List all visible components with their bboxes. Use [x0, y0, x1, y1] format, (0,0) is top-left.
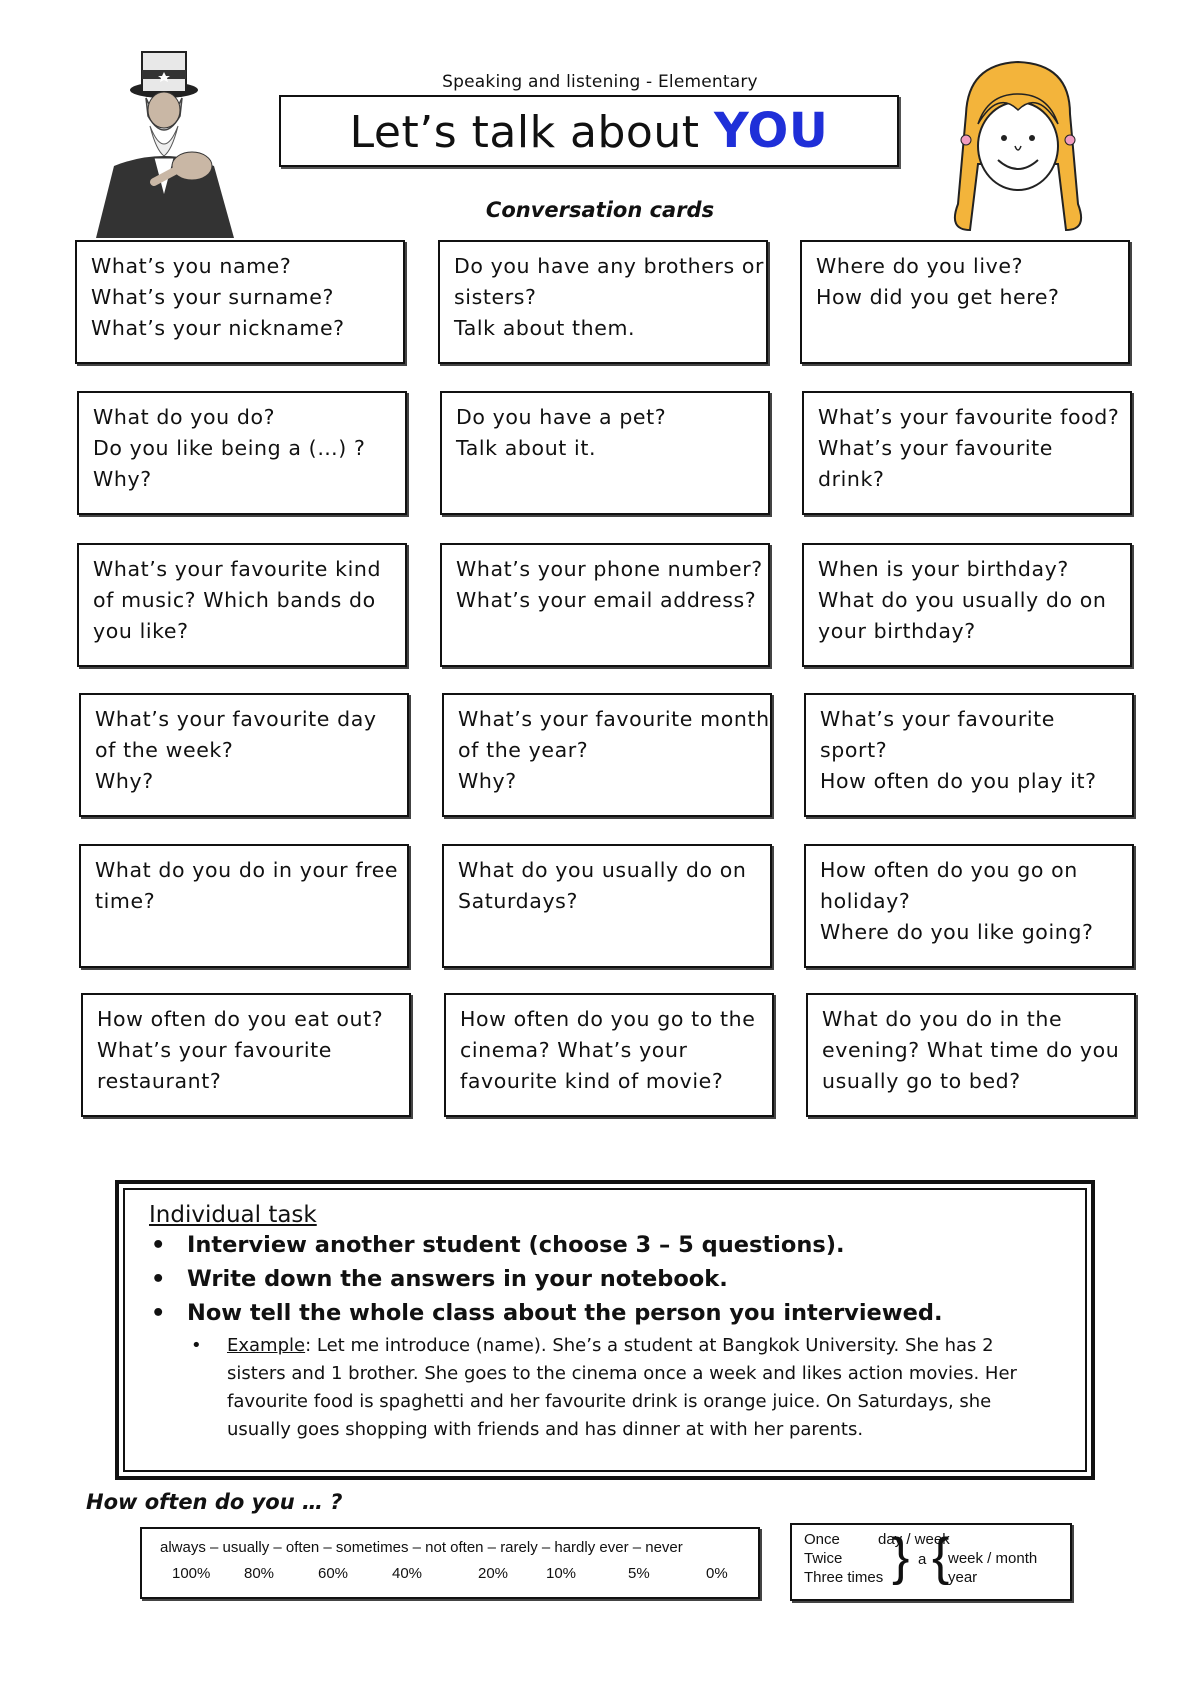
frequency-words: always – usually – often – sometimes – not often – rarely – hardly ever – never: [160, 1539, 683, 1556]
how-often-heading: How often do you … ?: [86, 1490, 343, 1514]
example-line: sisters and 1 brother. She goes to the cinema once a week and likes action movies. Her: [227, 1363, 1017, 1384]
card-question-line: How often do you eat out?: [97, 1007, 384, 1031]
card-question-line: What do you usually do on: [818, 588, 1107, 612]
card-question-line: What’s your phone number?: [456, 557, 763, 581]
card-question-line: What’s you name?: [91, 254, 292, 278]
girl-face-image: [938, 54, 1098, 238]
conversation-card: [79, 693, 409, 817]
conversation-card: [442, 844, 772, 968]
page-title: [349, 103, 829, 159]
card-question-line: cinema? What’s your: [460, 1038, 688, 1062]
times-left: Once: [804, 1531, 840, 1548]
conversation-card: [81, 993, 411, 1117]
conversation-card: [440, 391, 770, 515]
card-question-line: What’s your favourite: [97, 1038, 333, 1062]
card-question-line: sisters?: [454, 285, 537, 309]
card-question-line: favourite kind of movie?: [460, 1069, 724, 1093]
card-question-line: When is your birthday?: [818, 557, 1069, 581]
card-question-line: Why?: [95, 769, 154, 793]
card-question-line: What’s your email address?: [456, 588, 757, 612]
card-question-line: What’s your favourite kind: [93, 557, 382, 581]
card-question-line: of music? Which bands do: [93, 588, 376, 612]
frequency-percent: 60%: [318, 1565, 349, 1582]
card-question-line: Saturdays?: [458, 889, 578, 913]
card-question-line: What’s your favourite: [820, 707, 1056, 731]
card-question-line: What do you do in the: [822, 1007, 1063, 1031]
card-question-line: drink?: [818, 467, 885, 491]
conversation-card: [442, 693, 772, 817]
times-middle: a: [918, 1551, 927, 1568]
task-bullet: • Interview another student (choose 3 – 5 questions).: [149, 1228, 1071, 1262]
card-question-line: What do you do in your free: [95, 858, 399, 882]
conversation-card: [77, 391, 407, 515]
conversation-card: [75, 240, 405, 364]
times-right: year: [948, 1569, 978, 1586]
frequency-percent: 100%: [172, 1565, 211, 1582]
title-box: [279, 95, 899, 167]
frequency-percent: 40%: [392, 1565, 423, 1582]
right-brace-icon: }: [892, 1528, 910, 1586]
card-question-line: What’s your favourite: [818, 436, 1054, 460]
conversation-card: [804, 844, 1134, 968]
card-question-line: What do you do?: [93, 405, 276, 429]
card-question-line: Do you have any brothers or: [454, 254, 765, 278]
uncle-sam-image: [84, 46, 246, 238]
times-box: [790, 1523, 1072, 1601]
task-bullet: • Write down the answers in your notebook.: [149, 1262, 1071, 1296]
page-subtitle: Speaking and listening - Elementary: [442, 72, 758, 92]
card-question-line: What do you usually do on: [458, 858, 747, 882]
frequency-scale-box: [140, 1527, 760, 1599]
example-line: : Let me introduce (name). She’s a student at Bangkok University. She has 2: [305, 1335, 994, 1356]
card-question-line: What’s your favourite day: [95, 707, 377, 731]
card-question-line: How did you get here?: [816, 285, 1060, 309]
frequency-percent: 5%: [628, 1565, 650, 1582]
card-question-line: What’s your nickname?: [91, 316, 345, 340]
card-question-line: Do you like being a (…) ?: [93, 436, 366, 460]
frequency-percent: 10%: [546, 1565, 577, 1582]
card-question-line: evening? What time do you: [822, 1038, 1120, 1062]
task-heading: Individual task: [149, 1202, 317, 1228]
conversation-card: [77, 543, 407, 667]
card-question-line: holiday?: [820, 889, 911, 913]
frequency-percent: 80%: [244, 1565, 275, 1582]
card-question-line: Where do you like going?: [820, 920, 1094, 944]
card-question-line: you like?: [93, 619, 189, 643]
card-question-line: Talk about it.: [456, 436, 597, 460]
times-top: day / week: [878, 1531, 950, 1548]
card-question-line: time?: [95, 889, 156, 913]
frequency-percent: 20%: [478, 1565, 509, 1582]
card-question-line: What’s your surname?: [91, 285, 334, 309]
card-question-line: your birthday?: [818, 619, 976, 643]
title-accent: YOU: [713, 103, 829, 159]
cards-heading: Conversation cards: [485, 198, 715, 222]
conversation-card: [806, 993, 1136, 1117]
times-left: Twice: [804, 1550, 843, 1567]
card-question-line: Where do you live?: [816, 254, 1024, 278]
card-question-line: of the week?: [95, 738, 234, 762]
example-paragraph: [149, 1332, 1071, 1444]
card-question-line: How often do you play it?: [820, 769, 1097, 793]
times-right: week / month: [948, 1550, 1038, 1567]
card-question-line: Talk about them.: [454, 316, 636, 340]
card-question-line: usually go to bed?: [822, 1069, 1021, 1093]
conversation-card: [800, 240, 1130, 364]
individual-task-box: [115, 1180, 1095, 1480]
title-main: Let’s talk about: [349, 107, 714, 158]
card-question-line: What’s your favourite food?: [818, 405, 1120, 429]
card-question-line: What’s your favourite month: [458, 707, 770, 731]
conversation-card: [438, 240, 768, 364]
conversation-card: [444, 993, 774, 1117]
example-label: Example: [227, 1335, 306, 1356]
card-question-line: of the year?: [458, 738, 589, 762]
card-question-line: sport?: [820, 738, 888, 762]
times-left: Three times: [804, 1569, 884, 1586]
card-question-line: Why?: [458, 769, 517, 793]
card-question-line: Do you have a pet?: [456, 405, 667, 429]
left-brace-icon: {: [932, 1528, 950, 1586]
card-question-line: How often do you go to the: [460, 1007, 756, 1031]
frequency-percent: 0%: [706, 1565, 728, 1582]
card-question-line: Why?: [93, 467, 152, 491]
conversation-card: [79, 844, 409, 968]
card-question-line: restaurant?: [97, 1069, 222, 1093]
conversation-card: [802, 543, 1132, 667]
conversation-card: [802, 391, 1132, 515]
card-question-line: How often do you go on: [820, 858, 1078, 882]
example-line: usually goes shopping with friends and has dinner at with her parents.: [227, 1419, 864, 1440]
conversation-card: [804, 693, 1134, 817]
example-line: favourite food is spaghetti and her favourite drink is orange juice. On Saturdays, she: [227, 1391, 992, 1412]
task-bullet: • Now tell the whole class about the person you interviewed.: [149, 1296, 1071, 1330]
conversation-card: [440, 543, 770, 667]
